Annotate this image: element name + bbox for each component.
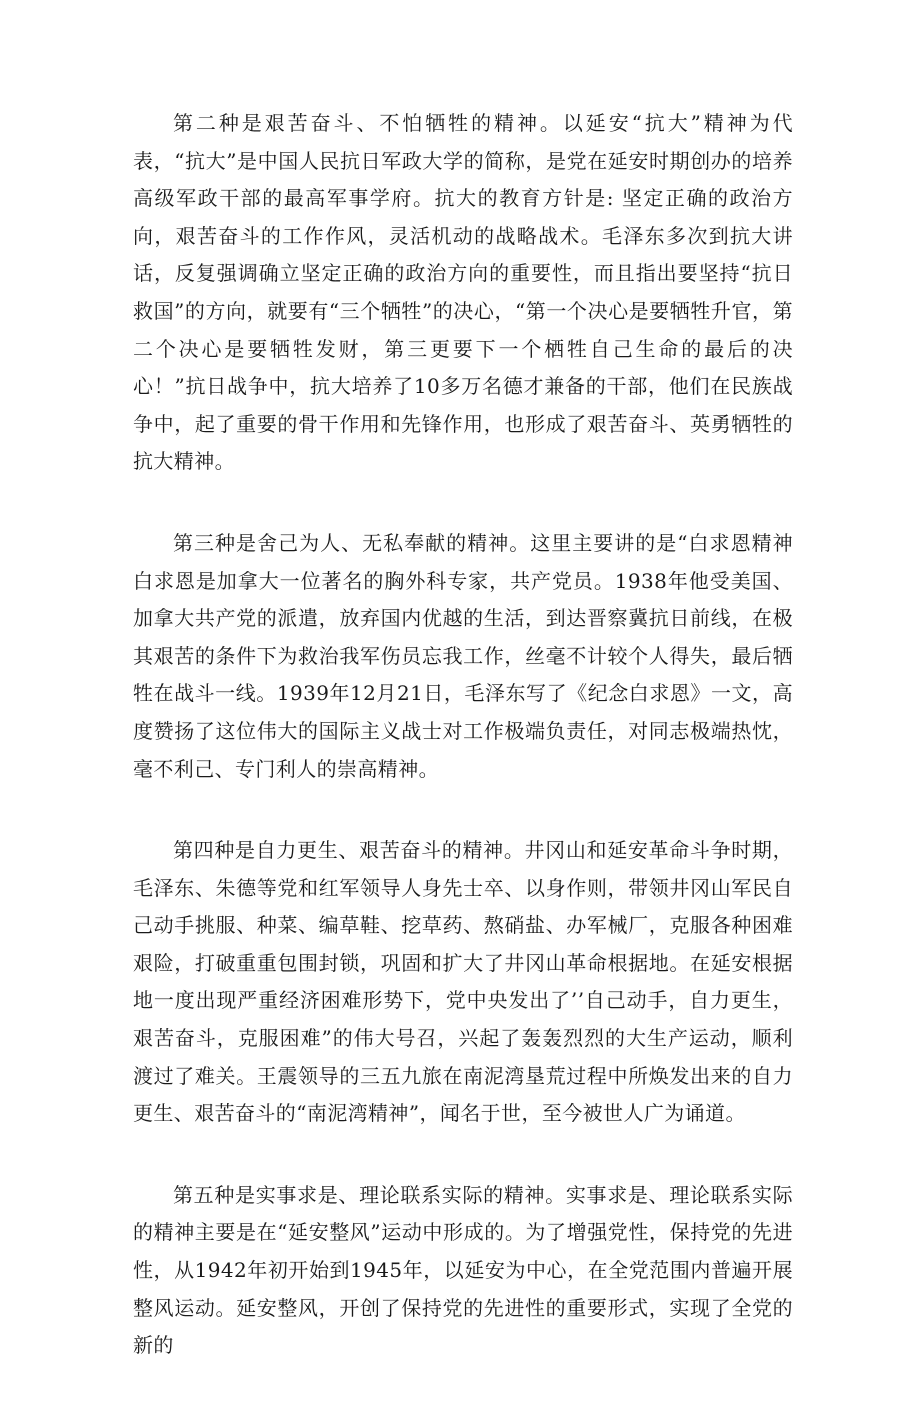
paragraph-second-spirit: 第二种是艰苦奋斗、不怕牺牲的精神。以延安“抗大”精神为代表，“抗大”是中国人民抗日军政大学的简称，是党在延安时期创办的培养高级军政干部的最高军事学府。抗大的教育方针是: 坚定正确的政治方向，艰苦奋斗的工作作风，灵活机动的战略战术。毛泽东多次到抗大讲话，反复强调确立坚定正确的政治方向的重要性，而且指出要坚持“抗日救国”的方向，就要有“三个牺牲”的决心，“第一个决心是要牺牲升官，第二个决心是要牺牲发财，第三更要下一个栖牲自己生命的最后的决心！”抗日战争中，抗大培养了10多万名德才兼备的干部，他们在民族战争中，起了重要的骨干作用和先锋作用，也形成了艰苦奋斗、英勇牺牲的抗大精神。 — [133, 111, 793, 474]
paragraph-third-spirit: 第三种是舍己为人、无私奉献的精神。这里主要讲的是“白求恩精神白求恩是加拿大一位著名的胸外科专家，共产党员。1938年他受美国、加拿大共产党的派遣，放弃国内优越的生活，到达晋察冀抗日前线，在极其艰苦的条件下为救治我军伤员忘我工作，丝毫不计较个人得失，最后牺牲在战斗一线。1939年12月21日，毛泽东写了《纪念白求恩》一文，高度赞扬了这位伟大的国际主义战士对工作极端负责任，对同志极端热忱，毫不利己、专门利人的崇高精神。 — [133, 530, 793, 781]
paragraph-fifth-spirit: 第五种是实事求是、理论联系实际的精神。实事求是、理论联系实际的精神主要是在“延安整风”运动中形成的。为了增强党性，保持党的先进性，从1942年初开始到1945年，以延安为中心，在全党范围内普遍开展整风运动。延安整风，开创了保持党的先进性的重要形式，实现了全党的新的 — [133, 1182, 793, 1358]
paragraph-fourth-spirit: 第四种是自力更生、艰苦奋斗的精神。井冈山和延安革命斗争时期，毛泽东、朱德等党和红军领导人身先士卒、以身作则，带领井冈山军民自己动手挑服、种菜、编草鞋、挖草药、熬硝盐、办军械厂，克服各种困难艰险，打破重重包围封锁，巩固和扩大了井冈山革命根据地。在延安根据地一度出现严重经济困难形势下，党中央发出了’’自己动手，自力更生，艰苦奋斗，克服困难”的伟大号召，兴起了轰轰烈烈的大生产运动，顺利渡过了难关。王震领导的三五九旅在南泥湾垦荒过程中所焕发出来的自力更生、艰苦奋斗的“南泥湾精神”，闻名于世，至今被世人广为诵道。 — [133, 838, 793, 1126]
document-body — [133, 105, 793, 1409]
